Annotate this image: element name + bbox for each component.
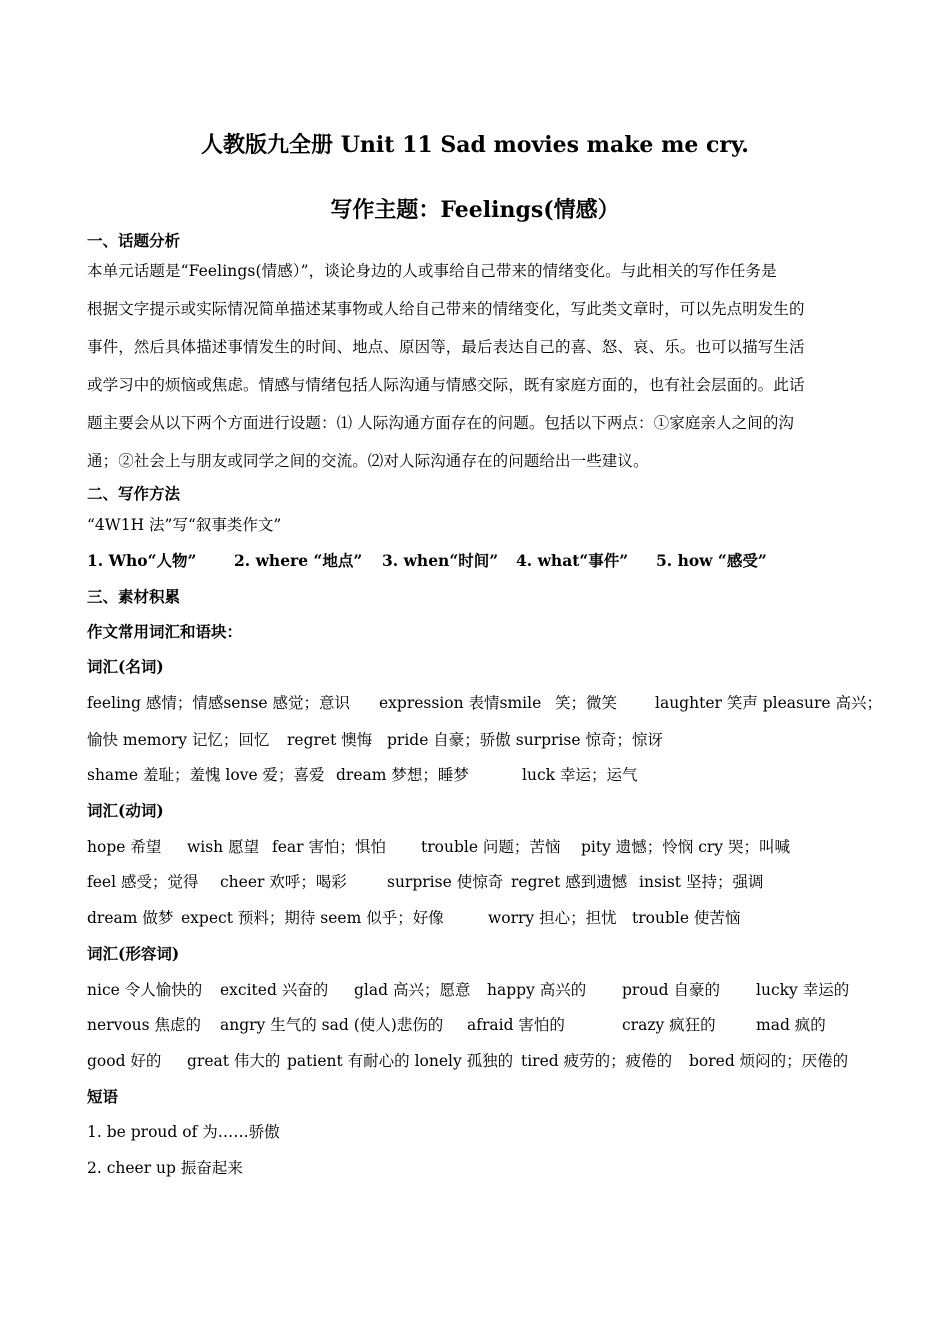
vocab-item: happy 高兴的 <box>487 981 587 999</box>
vocab-item: regret 感到遗憾 <box>511 873 628 891</box>
section2-heading: 二、写作方法 <box>87 484 181 503</box>
vocab-item: pity 遗憾；怜悯 cry 哭；叫喊 <box>581 838 790 856</box>
vocab-item: bored 烦闷的；厌倦的 <box>689 1052 849 1070</box>
vocab-subheading: 作文常用词汇和语块： <box>87 622 243 641</box>
method-item: 5. how “感受” <box>656 551 767 570</box>
section1-paragraph <box>87 252 865 480</box>
vocab-item: pride 自豪；骄傲 surprise 惊奇；惊讶 <box>387 731 663 749</box>
vocab-item: cheer 欢呼；喝彩 <box>220 873 347 891</box>
vocab-item: great 伟大的 <box>187 1052 281 1070</box>
phrase-item: 1. be proud of 为……骄傲 <box>87 1123 280 1141</box>
paragraph-line: 本单元话题是“Feelings(情感）”，谈论身边的人或事给自己带来的情绪变化。与此相关的写作任务是 <box>87 262 777 280</box>
vocab-item: expect 预料；期待 seem 似乎；好像 <box>181 909 444 927</box>
vocab-item: patient 有耐心的 lonely 孤独的 <box>287 1052 514 1070</box>
section1-heading: 一、话题分析 <box>87 231 181 250</box>
method-title: “4W1H 法”写“叙事类作文” <box>87 516 282 534</box>
section3-heading: 三、素材积累 <box>87 587 181 606</box>
vocab-item: dream 做梦 <box>87 909 174 927</box>
vocab-item: regret 懊悔 <box>287 731 373 749</box>
vocab-item: afraid 害怕的 <box>467 1016 565 1034</box>
paragraph-line: 根据文字提示或实际情况简单描述某事物或人给自己带来的情绪变化，写此类文章时，可以先点明发生的 <box>87 300 805 318</box>
vocab-item: nice 令人愉快的 <box>87 981 203 999</box>
vocab-item: crazy 疯狂的 <box>622 1016 716 1034</box>
vocab-item: surprise 使惊奇 <box>387 873 504 891</box>
method-item: 2. where “地点” <box>234 551 363 570</box>
vocab-item: luck 幸运；运气 <box>522 766 638 784</box>
vocab-item: expression 表情smile <box>379 694 542 712</box>
vocab-item: worry 担心；担忧 <box>488 909 617 927</box>
paragraph-line: 事件，然后具体描述事情发生的时间、地点、原因等，最后表达自己的喜、怒、哀、乐。也可以描写生活 <box>87 338 805 356</box>
vocab-item: shame 羞耻；羞愧 love 爱；喜爱 <box>87 766 325 784</box>
vocab-item: hope 希望 <box>87 838 162 856</box>
page-title: 人教版九全册 Unit 11 Sad movies make me cry. <box>201 132 749 158</box>
vocab-item: good 好的 <box>87 1052 162 1070</box>
nouns-heading: 词汇(名词) <box>87 657 164 676</box>
vocab-item: proud 自豪的 <box>622 981 720 999</box>
adjectives-heading: 词汇(形容词) <box>87 944 180 963</box>
vocab-item: glad 高兴；愿意 <box>354 981 471 999</box>
phrases-heading: 短语 <box>87 1087 119 1106</box>
vocab-item: lucky 幸运的 <box>756 981 850 999</box>
vocab-item: 笑；微笑 <box>555 694 618 712</box>
paragraph-line: 通；②社会上与朋友或同学之间的交流。⑵对人际沟通存在的问题给出一些建议。 <box>87 452 649 470</box>
vocab-item: dream 梦想；睡梦 <box>336 766 469 784</box>
vocab-item: insist 坚持；强调 <box>639 873 764 891</box>
paragraph-line: 或学习中的烦恼或焦虑。情感与情绪包括人际沟通与情感交际，既有家庭方面的，也有社会层面的。此话 <box>87 376 805 394</box>
vocab-item: angry 生气的 sad (使人)悲伤的 <box>220 1016 444 1034</box>
verbs-heading: 词汇(动词) <box>87 801 164 820</box>
vocab-item: trouble 问题；苦恼 <box>421 838 561 856</box>
vocab-item: wish 愿望 <box>187 838 260 856</box>
paragraph-line: 题主要会从以下两个方面进行设题：⑴ 人际沟通方面存在的问题。包括以下两点：①家庭亲人之间的沟 <box>87 414 795 432</box>
vocab-item: feeling 感情；情感sense 感觉；意识 <box>87 694 350 712</box>
vocab-item: 愉快 memory 记忆；回忆 <box>87 731 270 749</box>
vocab-item: nervous 焦虑的 <box>87 1016 202 1034</box>
phrase-item: 2. cheer up 振奋起来 <box>87 1159 243 1177</box>
vocab-item: excited 兴奋的 <box>220 981 329 999</box>
vocab-item: mad 疯的 <box>756 1016 826 1034</box>
vocab-item: tired 疲劳的；疲倦的 <box>521 1052 673 1070</box>
method-item: 4. what“事件” <box>516 551 629 570</box>
vocab-item: laughter 笑声 pleasure 高兴； <box>655 694 882 712</box>
method-item: 1. Who“人物” <box>87 551 197 570</box>
method-item: 3. when“时间” <box>382 551 499 570</box>
vocab-item: fear 害怕；惧怕 <box>272 838 386 856</box>
page-subtitle: 写作主题：Feelings(情感） <box>330 197 620 223</box>
vocab-item: trouble 使苦恼 <box>632 909 741 927</box>
vocab-item: feel 感受；觉得 <box>87 873 199 891</box>
